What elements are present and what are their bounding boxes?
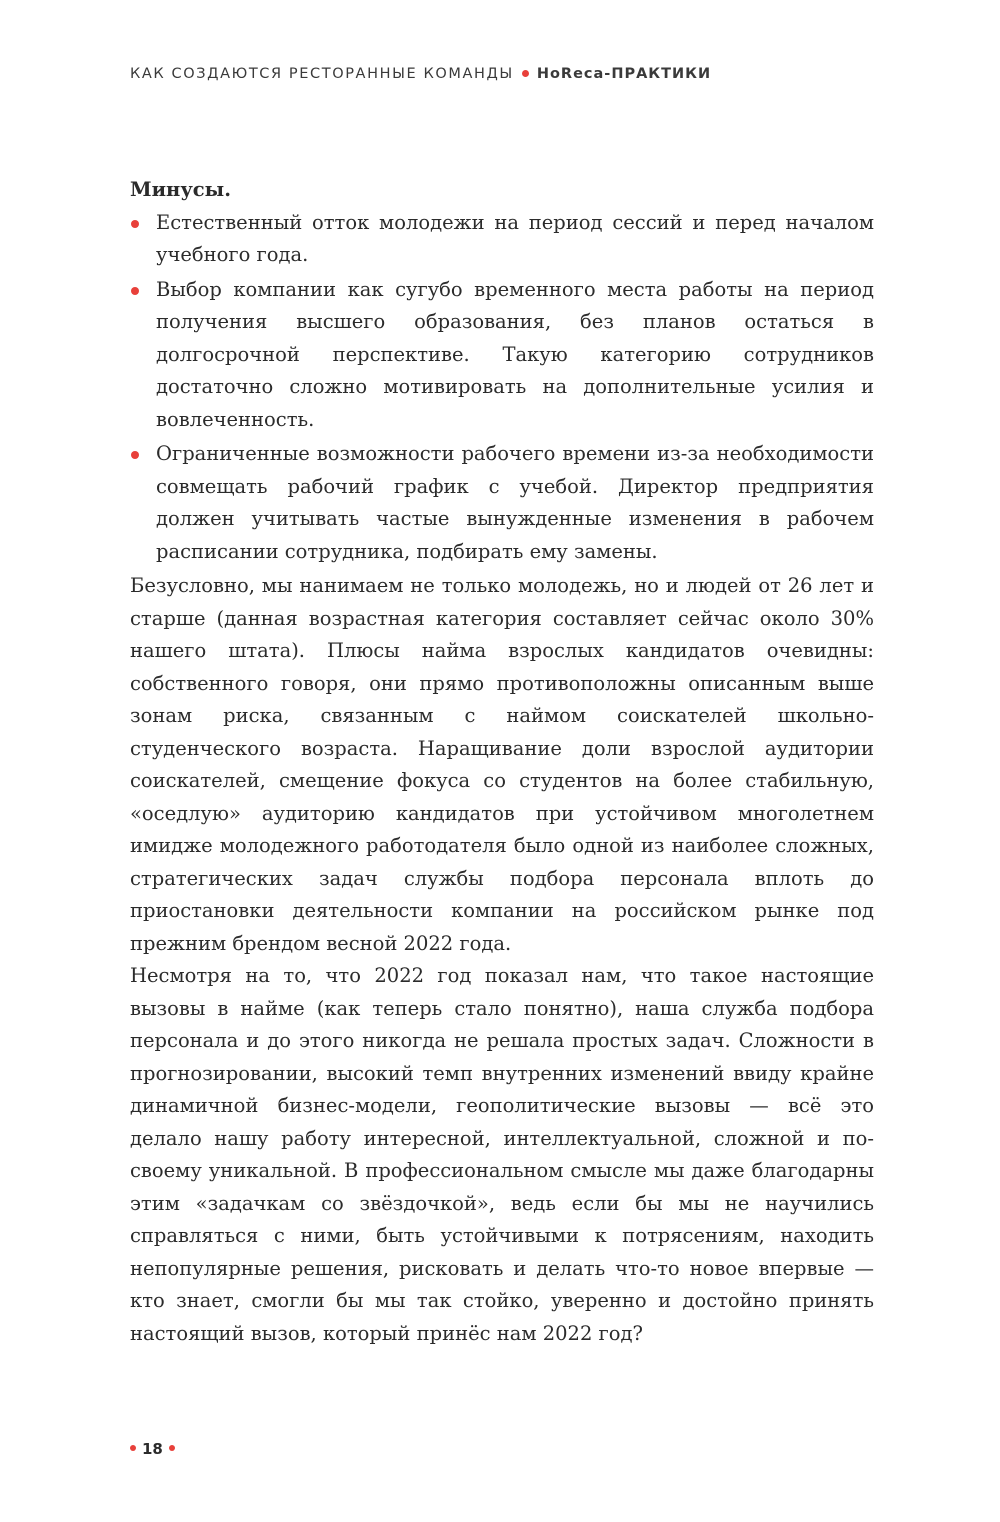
bullet-dot-icon	[130, 1445, 136, 1451]
running-header	[130, 66, 711, 82]
bullet-item: Ограниченные возможности рабочего времени из-за необходимости совмещать рабочий график с учебой. Директор предприятия должен учитывать частые вынужденные изменения в рабочем расписании сотрудника, подбирать ему замены.	[130, 438, 874, 568]
bullet-item: Выбор компании как сугубо временного места работы на период получения высшего образования, без планов остаться в долгосрочной перспективе. Такую категорию сотрудников достаточно сложно мотивировать на дополнительные усилия и вовлеченность.	[130, 274, 874, 437]
section-title: Минусы.	[130, 178, 232, 201]
header-title: КАК СОЗДАЮТСЯ РЕСТОРАННЫЕ КОМАНДЫ	[130, 66, 514, 82]
paragraph: Несмотря на то, что 2022 год показал нам, что такое настоящие вызовы в найме (как теперь стало понятно), наша служба подбора персонала и до этого никогда не решала простых задач. Сложности в прогнозировании, высокий темп внутренних изменений ввиду крайне динамичной бизнес-модели, геополитические вызовы — всё это делало нашу работу интересной, интеллектуальной, сложной и по-своему уникальной. В профессиональном смысле мы даже благодарны этим «задачкам со звёздочкой», ведь если бы мы не научились справляться с ними, быть устойчивыми к потрясениям, находить непопулярные решения, рисковать и делать что-то новое впервые — кто знает, смогли бы мы так стойко, уверенно и достойно принять настоящий вызов, который принёс нам 2022 год?	[130, 964, 874, 1345]
header-brand: HoReca-ПРАКТИКИ	[536, 66, 712, 82]
page-number-label: 18	[142, 1440, 163, 1458]
bullet-dot-icon	[522, 70, 529, 77]
bullet-list	[130, 207, 874, 569]
page-body	[130, 174, 874, 1350]
page-number	[130, 1440, 175, 1458]
paragraph: Безусловно, мы нанимаем не только молодежь, но и людей от 26 лет и старше (данная возрастная категория составляет сейчас около 30% нашего штата). Плюсы найма взрослых кандидатов очевидны: собственного говоря, они прямо противоположны описанным выше зонам риска, связанным с наймом соискателей школьно-студенческого возраста. Наращивание доли взрослой аудитории соискателей, смещение фокуса со студентов на более стабильную, «оседлую» аудиторию кандидатов при устойчивом многолетнем имидже молодежного работодателя было одной из наиболее сложных, стратегических задач службы подбора персонала вплоть до приостановки деятельности компании на российском рынке под прежним брендом весной 2022 года.	[130, 574, 874, 955]
bullet-dot-icon	[169, 1445, 175, 1451]
bullet-item: Естественный отток молодежи на период сессий и перед началом учебного года.	[130, 207, 874, 272]
